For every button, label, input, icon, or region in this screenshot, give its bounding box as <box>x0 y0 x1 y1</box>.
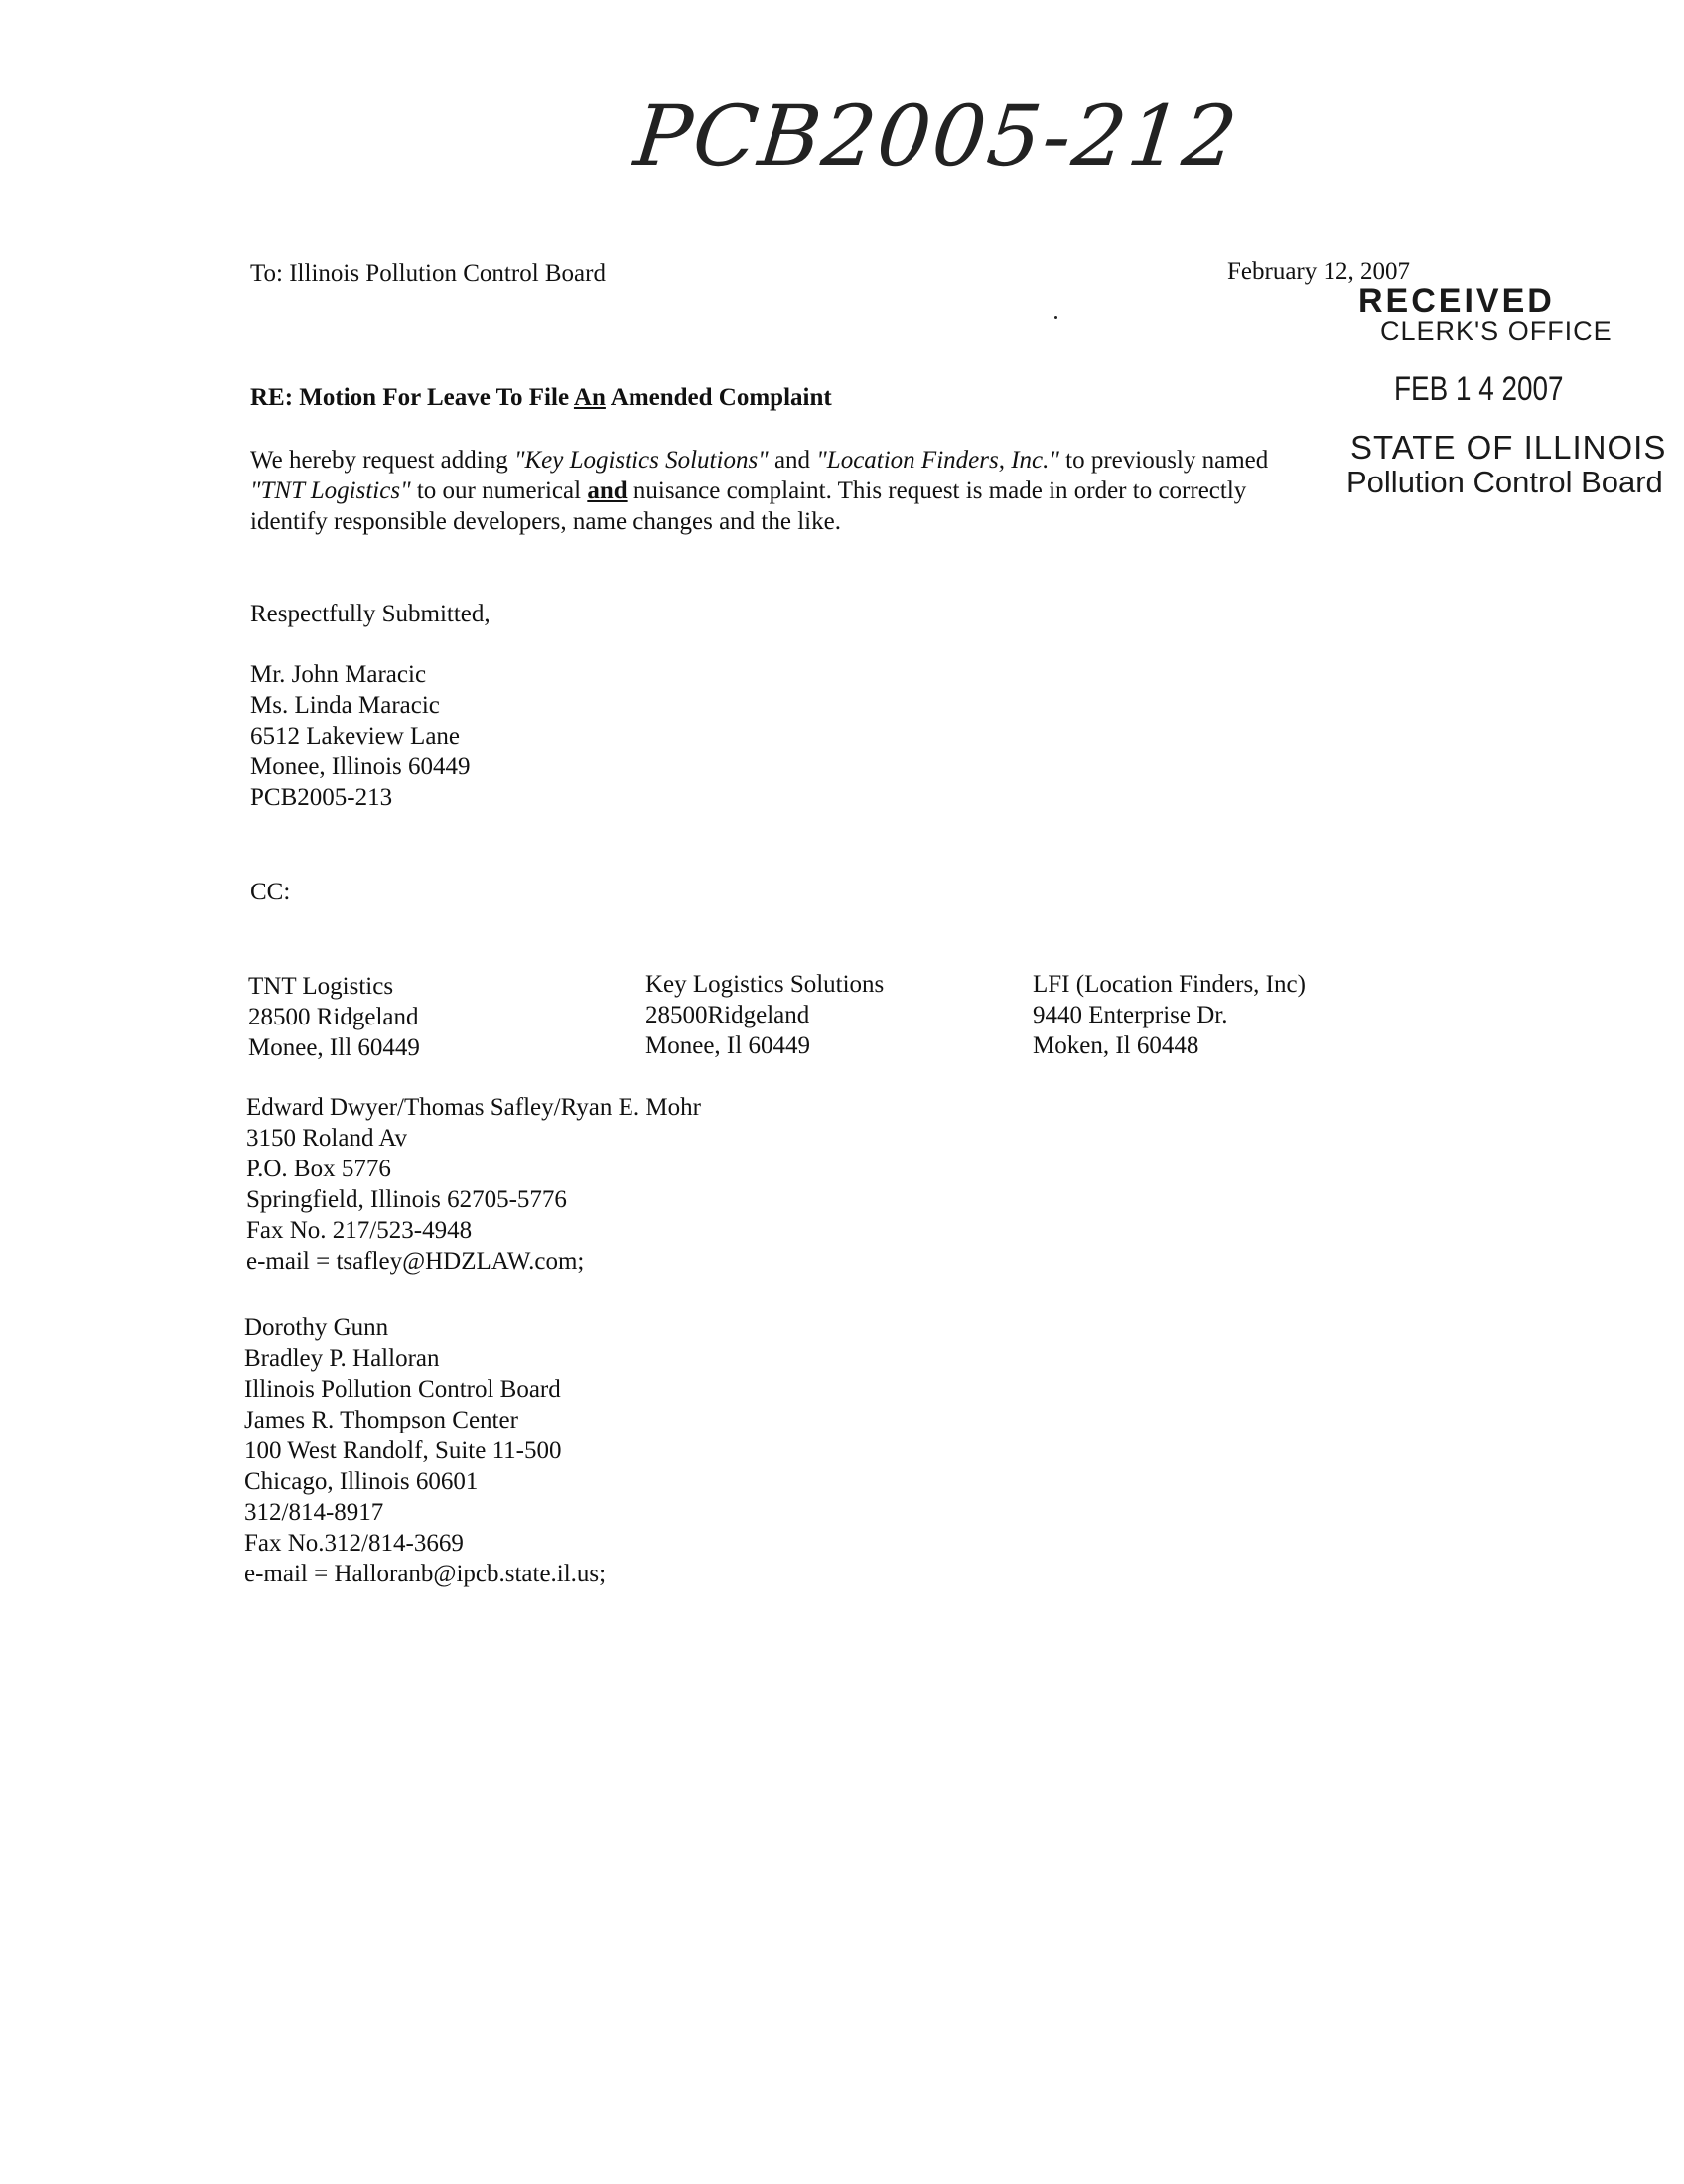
addressee-line: To: Illinois Pollution Control Board <box>250 260 606 287</box>
body-line-3: identify responsible developers, name changes and the like. <box>250 508 841 535</box>
subject-prefix: RE: Motion For Leave To File <box>250 384 574 411</box>
board-email: e-mail = Halloranb@ipcb.state.il.us; <box>244 1561 607 1587</box>
location-finders-name: "Location Finders, Inc." <box>816 447 1059 474</box>
sender-line: Ms. Linda Maracic <box>250 692 440 719</box>
tnt-logistics-name: "TNT Logistics" <box>250 478 411 504</box>
letter-date: February 12, 2007 <box>1227 258 1410 285</box>
stamp-date: FEB 1 4 2007 <box>1394 370 1564 408</box>
stamp-board: Pollution Control Board <box>1346 465 1663 499</box>
body-line-1: We hereby request adding "Key Logistics Solutions" and "Location Finders, Inc." to previously named <box>250 447 1269 474</box>
sender-line: PCB2005-213 <box>250 784 393 811</box>
stamp-clerks-office: CLERK'S OFFICE <box>1380 316 1613 345</box>
subject-suffix: Amended Complaint <box>605 384 832 411</box>
subject-line <box>250 382 832 413</box>
emphasis-and: and <box>587 478 628 504</box>
attorney-email: e-mail = tsafley@HDZLAW.com; <box>246 1248 585 1275</box>
closing: Respectfully Submitted, <box>250 601 491 627</box>
cc-recipient-tnt: TNT Logistics 28500 Ridgeland Monee, Ill 60449 <box>248 973 420 1061</box>
key-logistics-name: "Key Logistics Solutions" <box>513 447 769 474</box>
sender-line: Monee, Illinois 60449 <box>250 753 471 780</box>
cc-recipient-lfi: LFI (Location Finders, Inc) 9440 Enterprise Dr. Moken, Il 60448 <box>1033 971 1306 1059</box>
handwritten-docket-number: PCB2005-212 <box>630 87 1244 185</box>
cc-label: CC: <box>250 879 291 905</box>
body-line-2: "TNT Logistics" to our numerical and nuisance complaint. This request is made in order to correctly <box>250 478 1247 504</box>
subject-emphasis: An <box>573 384 606 411</box>
cc-board-block: Dorothy Gunn Bradley P. Halloran Illinois Pollution Control Board James R. Thompson Center 100 West Randolf, Suite 11-500 Chicago, Illinois 60601 312/814-8917 Fax No.312/814-3669 e-mail = Halloranb@ipcb.state.il.us; <box>244 1314 607 1587</box>
stamp-state: STATE OF ILLINOIS <box>1350 429 1667 466</box>
sender-block <box>250 659 471 813</box>
cc-recipient-key-logistics: Key Logistics Solutions 28500Ridgeland Monee, Il 60449 <box>645 971 885 1059</box>
cc-attorneys-block: Edward Dwyer/Thomas Safley/Ryan E. Mohr 3150 Roland Av P.O. Box 5776 Springfield, Illinois 62705-5776 Fax No. 217/523-4948 e-mail = tsafley@HDZLAW.com; <box>246 1094 701 1275</box>
sender-line: 6512 Lakeview Lane <box>250 723 461 750</box>
sender-line: Mr. John Maracic <box>250 661 427 688</box>
stamp-received: RECEIVED <box>1358 282 1555 320</box>
speck <box>1054 316 1057 319</box>
